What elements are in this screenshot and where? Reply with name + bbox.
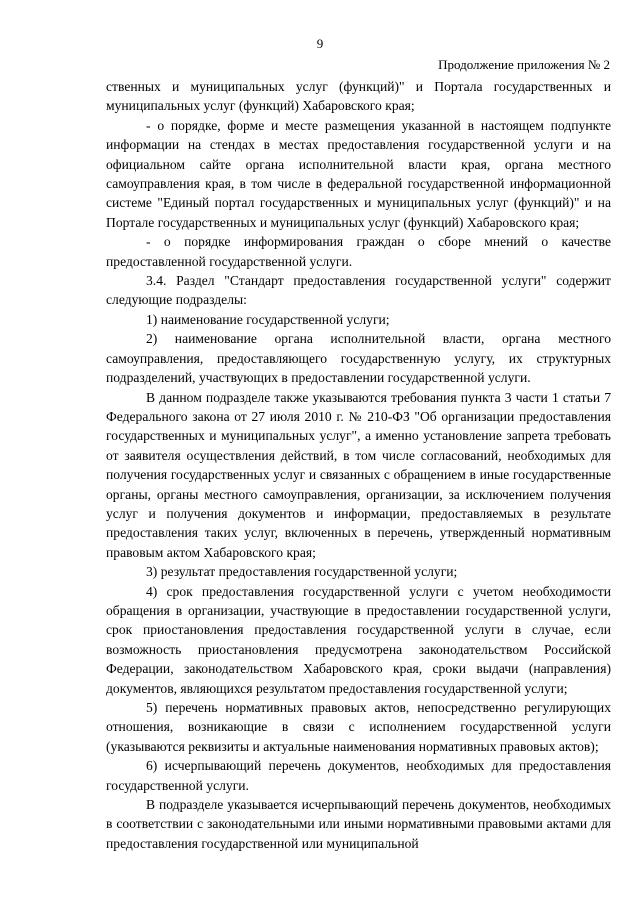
- paragraph: - о порядке информирования граждан о сборе мнений о качестве предоставленной государственной услуги.: [106, 234, 611, 269]
- paragraph: 3.4. Раздел "Стандарт предоставления государственной услуги" содержит следующие подразделы:: [106, 273, 611, 308]
- list-item: 5) перечень нормативных правовых актов, непосредственно регулирующих отношения, возникающие в связи с исполнением государственной услуги (указываются реквизиты и актуальные наименования нормативных правовых актов);: [106, 700, 611, 754]
- list-item: 6) исчерпывающий перечень документов, необходимых для предоставления государственной услуги.: [106, 758, 611, 793]
- list-item: 2) наименование органа исполнительной власти, органа местного самоуправления, предоставляющего государственную услугу, их структурных подразделений, участвующих в предоставлении государственной услуги.: [106, 331, 611, 386]
- document-body: [106, 77, 611, 853]
- paragraph: - о порядке, форме и месте размещения указанной в настоящем подпункте информации на стендах в местах предоставления государственной услуги и на официальном сайте органа исполнительной власти края, органа местного самоуправления края, в том числе в федеральной государственной информационной системе "Единый портал государственных и муниципальных услуг (функций)" и на Портале государственных и муниципальных услуг (функций) Хабаровского края;: [106, 117, 611, 230]
- list-item: 4) срок предоставления государственной услуги с учетом необходимости обращения в организации, участвующие в предоставлении государственной услуги, срок приостановления предоставления государственной услуги в случае, если возможность приостановления предусмотрена законодательством Российской Федерации, законодательством Хабаровского края, сроки выдачи (направления) документов, являющихся результатом предоставления государственной услуги;: [106, 583, 611, 696]
- paragraph: В подразделе указывается исчерпывающий перечень документов, необходимых в соответствии с законодательными или иными нормативными правовыми актами для предоставления государственной или муниципальной: [106, 797, 611, 851]
- page-number: 9: [316, 36, 324, 51]
- continuation-note: Продолжение приложения № 2: [438, 57, 610, 72]
- list-item: 1) наименование государственной услуги;: [146, 311, 390, 327]
- paragraph: ственных и муниципальных услуг (функций)" и Портала государственных и муниципальных услуг (функций) Хабаровского края;: [106, 79, 611, 114]
- list-item: 3) результат предоставления государственной услуги;: [146, 564, 458, 580]
- paragraph: В данном подразделе также указываются требования пункта 3 части 1 статьи 7 Федерального закона от 27 июля 2010 г. № 210-ФЗ "Об организации предоставления государственных и муниципальных услуг", а именно установление запрета требовать от заявителя осуществления действий, в том числе согласований, необходимых для получения государственных услуг и связанных с обращением в иные государственные органы, органы местного самоуправления, организации, за исключением получения услуг и получения документов и информации, предоставляемых в результате предоставления таких услуг, включенных в перечень, утвержденный нормативным правовым актом Хабаровского края;: [106, 389, 611, 560]
